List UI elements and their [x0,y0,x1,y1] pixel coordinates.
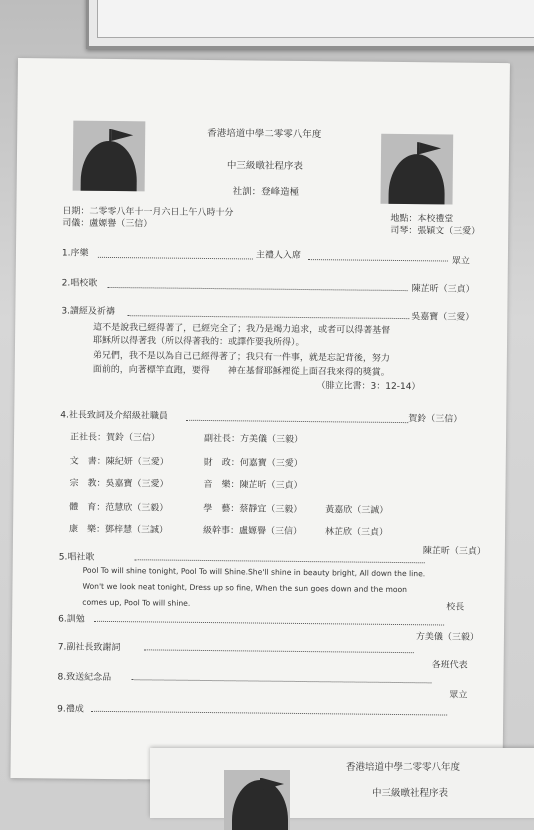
program-item-6: 6.訓勉 [58,614,85,625]
emcee-line: 司儀：盧嫄譽（三信） [62,218,153,230]
officer-entry: 副社長：方美儀（三毅） [203,433,304,446]
officer-entry: 正社長：賀鈴（三信） [69,432,161,444]
leader-dots [131,679,431,683]
event-title: 中三級暾社程序表 [372,788,449,799]
officer-entry: 黃嘉欣（三誠） [325,505,389,516]
program-item-2-performer: 陳芷昕（三貞） [411,284,475,295]
leader-dots [308,259,448,261]
officer-entry: 財 政：何嘉寶（三愛） [203,457,303,470]
program-item-4-performer: 賀鈴（三信） [408,414,463,425]
program-item-5-performer: 陳芷昕（三貞） [422,546,486,557]
flag-icon [419,142,441,154]
program-item-2: 2.唱校歌 [61,278,98,289]
event-title: 中三級暾社程序表 [226,160,303,172]
song-lyric-line: Won't we look neat tonight, Dress up so fine, When the sun goes down and the moon [82,581,408,595]
picture-frame [86,0,534,49]
program-item-4: 4.社長致詞及介紹級社職員 [60,410,168,422]
leader-dots [127,315,409,319]
program-item-1-mid: 主禮人入席 [255,250,302,261]
date-line: 日期：二零零八年十一月六日上午八時十分 [62,206,234,219]
leader-dots [186,420,408,423]
officer-entry: 林芷欣（三貞） [324,527,389,538]
summit-flag-logo-left [73,121,146,192]
second-program-sheet [150,748,534,818]
school-title: 香港培道中學二零零八年度 [346,762,461,773]
organist-line: 司琴：張穎文（三愛） [390,225,481,237]
venue-line: 地點：本校禮堂 [390,213,454,225]
program-item-7-performer: 方美儀（三毅） [415,632,480,643]
leader-dots [108,287,408,291]
program-item-8: 8.致送紀念品 [57,672,112,684]
scripture-line: 這不是說我已經得著了，已經完全了；我乃是竭力追求，或者可以得著基督 [93,322,391,336]
leader-dots [144,649,414,653]
leader-dots [98,257,253,260]
leader-dots [94,621,444,626]
leader-dots [91,711,447,716]
officer-entry: 音 樂：陳芷昕（三貞） [203,479,303,492]
leader-dots [135,559,425,563]
program-item-9-performer: 眾立 [449,690,468,701]
school-title: 香港培道中學二零零八年度 [207,127,322,141]
program-item-7: 7.副社長致謝詞 [57,642,121,654]
program-item-5: 5.唱社歌 [58,552,95,563]
officer-entry: 學 藝：蔡靜宜（三毅） [203,503,303,516]
motto: 社訓：登峰造極 [232,186,300,198]
program-sheet [10,58,510,783]
program-item-1-performer: 眾立 [451,256,470,267]
officer-entry: 體 育：范慧欣（三毅） [69,502,169,514]
song-lyric-line: Pool To will shine tonight, Pool To will Shine.She'll shine in beauty bright, All down the line. [82,565,426,579]
flag-icon [111,129,133,141]
summit-flag-logo-right [380,134,453,205]
program-item-8-performer: 各班代表 [431,660,468,671]
scripture-line: 面前的，向著標竿直跑，要得 神在基督耶穌裡從上面召我來得的獎賞。 [92,364,390,378]
program-item-3: 3.讀經及祈禱 [61,306,115,318]
officer-entry: 宗 教：吳嘉寶（三愛） [69,478,169,490]
scripture-line: 弟兄們，我不是以為自己已經得著了；我只有一件事，就是忘記背後，努力 [92,350,390,364]
officer-entry: 康 樂：鄧梓慧（三誠） [69,524,169,536]
officer-entry: 級幹事：盧嫄譽（三信） [203,525,303,538]
program-item-1: 1.序樂 [61,248,89,259]
program-item-6-performer: 校長 [446,602,465,613]
program-item-3-performer: 吳嘉寶（三愛） [411,312,475,323]
summit-flag-logo [224,770,290,830]
picture-frame-inner [97,0,534,38]
scripture-reference: （腓立比書：3：12-14） [316,381,421,393]
song-lyric-line: comes up, Pool To will shine. [82,597,191,608]
officer-entry: 文 書：陳紀妍（三愛） [69,456,169,468]
program-item-9: 9.禮成 [57,704,84,715]
scripture-line: 耶穌所以得著我（所以得著我的：或譯作要我所得）。 [92,335,305,349]
flag-icon [262,778,284,790]
